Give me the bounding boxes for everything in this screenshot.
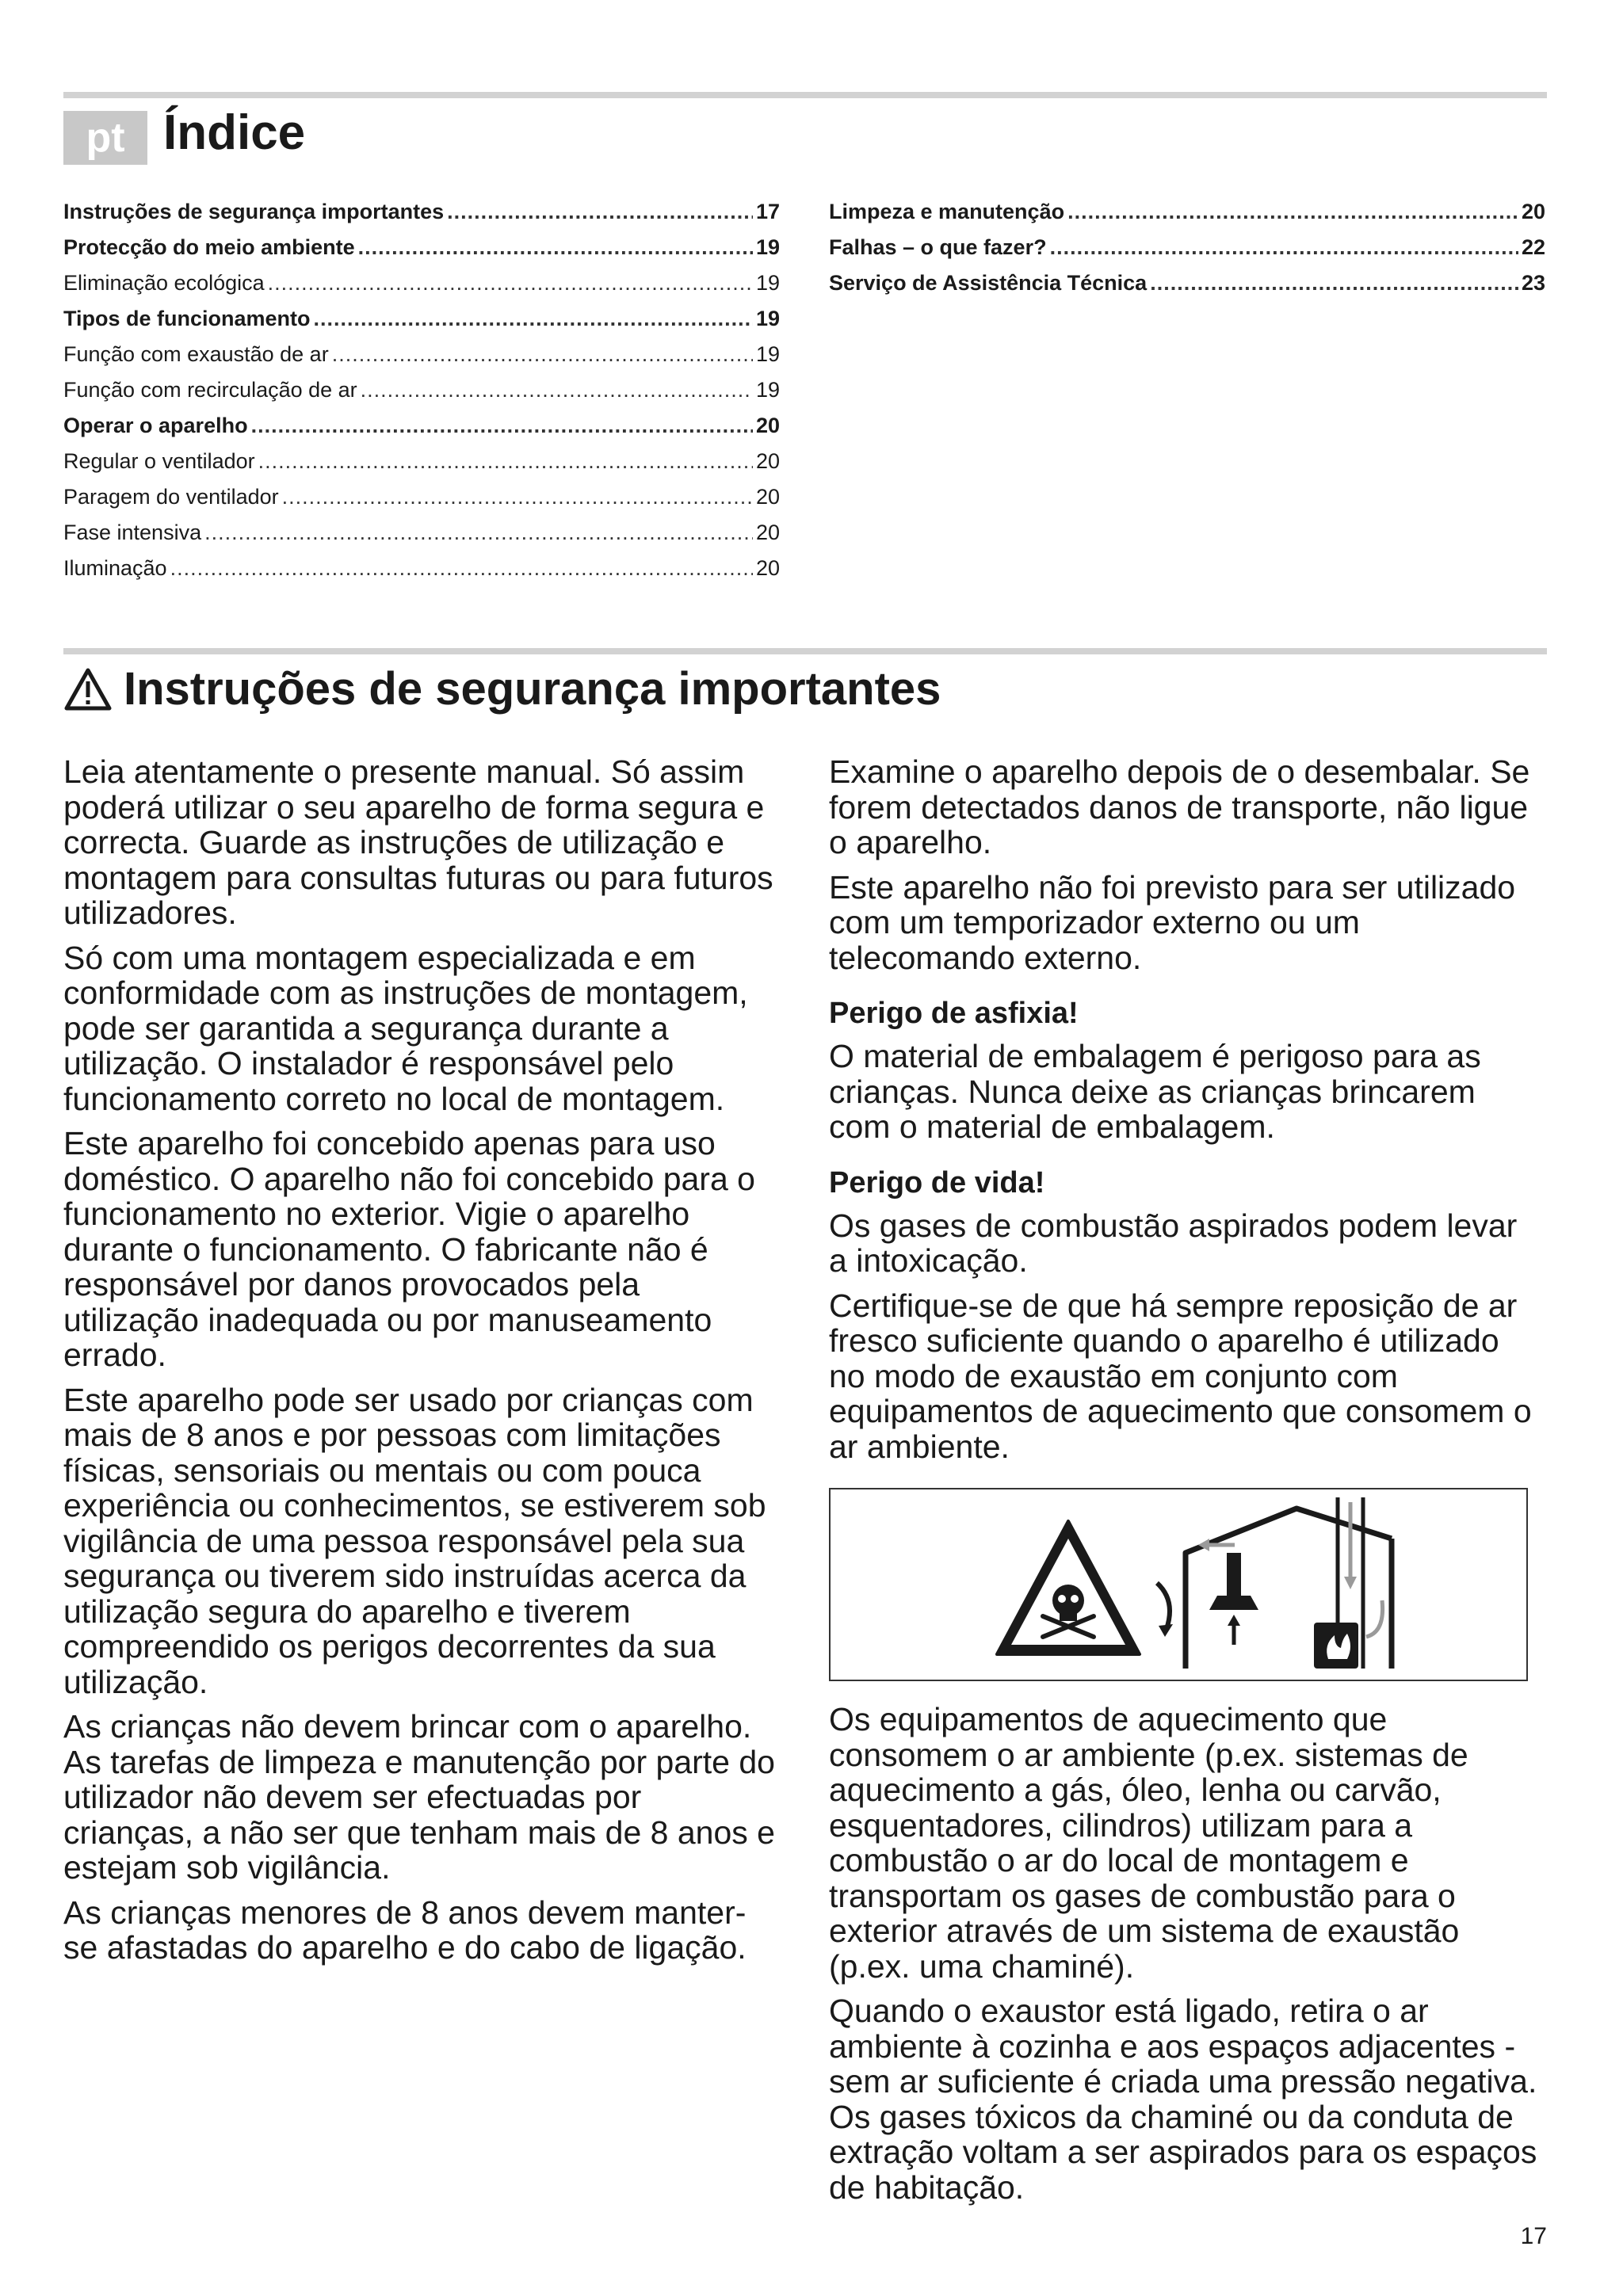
toc-leader-dots <box>282 485 753 509</box>
toc-entry-page: 22 <box>1521 235 1545 259</box>
toc-entry-label: Protecção do meio ambiente <box>63 235 355 259</box>
skull-warning-icon <box>997 1521 1140 1654</box>
safety-left-column <box>63 754 777 1975</box>
toc-leader-dots <box>332 342 753 367</box>
paragraph: Os gases de combustão aspirados podem levar a intoxicação. <box>829 1207 1518 1279</box>
safety-heading-text: Instruções de segurança importantes <box>124 663 941 715</box>
toc-entry[interactable] <box>63 485 780 521</box>
toc-entry[interactable] <box>829 271 1545 307</box>
toc-entry-label: Limpeza e manutenção <box>829 200 1065 223</box>
toc-entry-label: Instruções de segurança importantes <box>63 200 445 223</box>
asphyxia-heading: Perigo de asfixia! <box>829 997 1079 1030</box>
toc-entry-page: 20 <box>1521 200 1545 223</box>
toc-leader-dots <box>170 556 753 581</box>
toc-entry-label: Função com exaustão de ar <box>63 342 329 366</box>
toc-leader-dots <box>358 235 753 260</box>
paragraph: Este aparelho não foi previsto para ser utilizado com um temporizador externo ou um telecomando externo. <box>829 868 1516 976</box>
warning-triangle-icon <box>63 667 113 711</box>
toc-entry-label: Tipos de funcionamento <box>63 307 311 330</box>
paragraph: Examine o aparelho depois de o desembalar. Se forem detectados danos de transporte, não ligue o aparelho. <box>829 753 1530 860</box>
toc-right-column <box>829 200 1545 307</box>
toc-entry[interactable] <box>63 414 780 449</box>
toc-entry[interactable] <box>63 378 780 414</box>
paragraph: As crianças não devem brincar com o aparelho. As tarefas de limpeza e manutenção por parte do utilizador não devem ser efectuadas por crianças, a não ser que tenham mais de 8 anos e estejam sob vigilância. <box>63 1708 775 1886</box>
toc-entry-label: Regular o ventilador <box>63 449 255 473</box>
section-divider <box>63 648 1547 654</box>
toc-leader-dots <box>258 449 753 474</box>
toc-entry-page: 23 <box>1521 271 1545 295</box>
toc-entry[interactable] <box>63 521 780 556</box>
toc-entry-label: Operar o aparelho <box>63 414 248 437</box>
toc-leader-dots <box>1067 200 1518 224</box>
toc-entry[interactable] <box>829 235 1545 271</box>
toc-entry-page: 20 <box>755 521 780 544</box>
toc-left-column <box>63 200 780 592</box>
toc-entry-page: 19 <box>755 378 780 402</box>
toc-entry-page: 19 <box>755 235 780 259</box>
paragraph: Quando o exaustor está ligado, retira o ar ambiente à cozinha e aos espaços adjacentes - sem ar suficiente é criada uma pressão negativa. Os gases tóxicos da chaminé ou da conduta de extração voltam a ser aspirados para os espaços de habitação. <box>829 1993 1537 2206</box>
toc-entry-label: Fase intensiva <box>63 521 202 544</box>
safety-heading <box>63 662 941 715</box>
toc-leader-dots <box>447 200 753 224</box>
paragraph: As crianças menores de 8 anos devem manter-se afastadas do aparelho e do cabo de ligação. <box>63 1894 747 1966</box>
toc-entry-label: Paragem do ventilador <box>63 485 279 509</box>
house-extraction-icon <box>1186 1497 1392 1669</box>
toc-entry-page: 19 <box>755 271 780 295</box>
toc-entry[interactable] <box>63 307 780 342</box>
paragraph: Este aparelho pode ser usado por crianças com mais de 8 anos e por pessoas com limitações físicas, sensoriais ou mentais ou com pouca experiência ou conhecimentos, se estiverem sob vigilância de uma pessoa responsável pela sua segurança ou tiverem sido instruídas acerca da utilização segura do aparelho e tiverem compreendido os perigos decorrentes da sua utilização. <box>63 1381 766 1700</box>
toc-entry[interactable] <box>63 235 780 271</box>
toc-entry-page: 19 <box>755 342 780 366</box>
toc-entry-page: 19 <box>755 307 780 330</box>
paragraph: Só com uma montagem especializada e em conformidade com as instruções de montagem, pode ser garantida a segurança durante a utilização. O instalador é responsável pelo funcionamento correto no local de montagem. <box>63 939 748 1117</box>
toc-leader-dots <box>1050 235 1518 260</box>
page-number: 17 <box>1520 2223 1547 2249</box>
toc-entry-label: Eliminação ecológica <box>63 271 265 295</box>
danger-life-heading: Perigo de vida! <box>829 1165 1045 1199</box>
toc-entry[interactable] <box>63 449 780 485</box>
toc-entry-label: Iluminação <box>63 556 167 580</box>
toc-entry[interactable] <box>63 342 780 378</box>
toc-entry-label: Serviço de Assistência Técnica <box>829 271 1148 295</box>
paragraph: Leia atentamente o presente manual. Só assim poderá utilizar o seu aparelho de forma segura e correcta. Guarde as instruções de utilização e montagem para consultas futuras ou para futuros utilizadores. <box>63 753 773 931</box>
top-divider <box>63 92 1547 98</box>
toc-leader-dots <box>268 271 753 296</box>
toc-entry-page: 17 <box>755 200 780 223</box>
paragraph: O material de embalagem é perigoso para as crianças. Nunca deixe as crianças brincarem com o material de embalagem. <box>829 1038 1481 1145</box>
toc-entry-label: Função com recirculação de ar <box>63 378 357 402</box>
language-badge: pt <box>63 111 147 165</box>
paragraph: Certifique-se de que há sempre reposição de ar fresco suficiente quando o aparelho é utilizado no modo de exaustão em conjunto com equipamentos de aquecimento que consomem o ar ambiente. <box>829 1287 1532 1465</box>
toc-entry-label: Falhas – o que fazer? <box>829 235 1047 259</box>
toc-entry-page: 20 <box>755 485 780 509</box>
toc-entry-page: 20 <box>755 556 780 580</box>
toc-entry-page: 20 <box>755 449 780 473</box>
toc-entry[interactable] <box>63 556 780 592</box>
toc-entry[interactable] <box>63 200 780 235</box>
toc-entry-page: 20 <box>755 414 780 437</box>
toc-leader-dots <box>204 521 753 545</box>
paragraph: Este aparelho foi concebido apenas para uso doméstico. O aparelho não foi concebido para o funcionamento no exterior. Vigie o aparelho durante o funcionamento. O fabricante não é responsável por danos provocados pela utilização inadequada ou por manuseamento errado. <box>63 1125 755 1373</box>
toc-entry[interactable] <box>63 271 780 307</box>
toc-leader-dots <box>1150 271 1518 296</box>
safety-right-column <box>829 754 1542 2214</box>
toc-title: Índice <box>163 105 306 160</box>
combustion-warning-figure <box>829 1488 1528 1681</box>
toc-entry[interactable] <box>829 200 1545 235</box>
toc-leader-dots <box>251 414 753 438</box>
paragraph: Os equipamentos de aquecimento que consomem o ar ambiente (p.ex. sistemas de aquecimento a gás, óleo, lenha ou carvão, esquentadores, cilindros) utilizam para a combustão o ar do local de montagem e transportam os gases de combustão para o exterior através de um sistema de exaustão (p.ex. uma chaminé). <box>829 1701 1468 1985</box>
toc-leader-dots <box>361 378 753 402</box>
toc-leader-dots <box>314 307 753 331</box>
